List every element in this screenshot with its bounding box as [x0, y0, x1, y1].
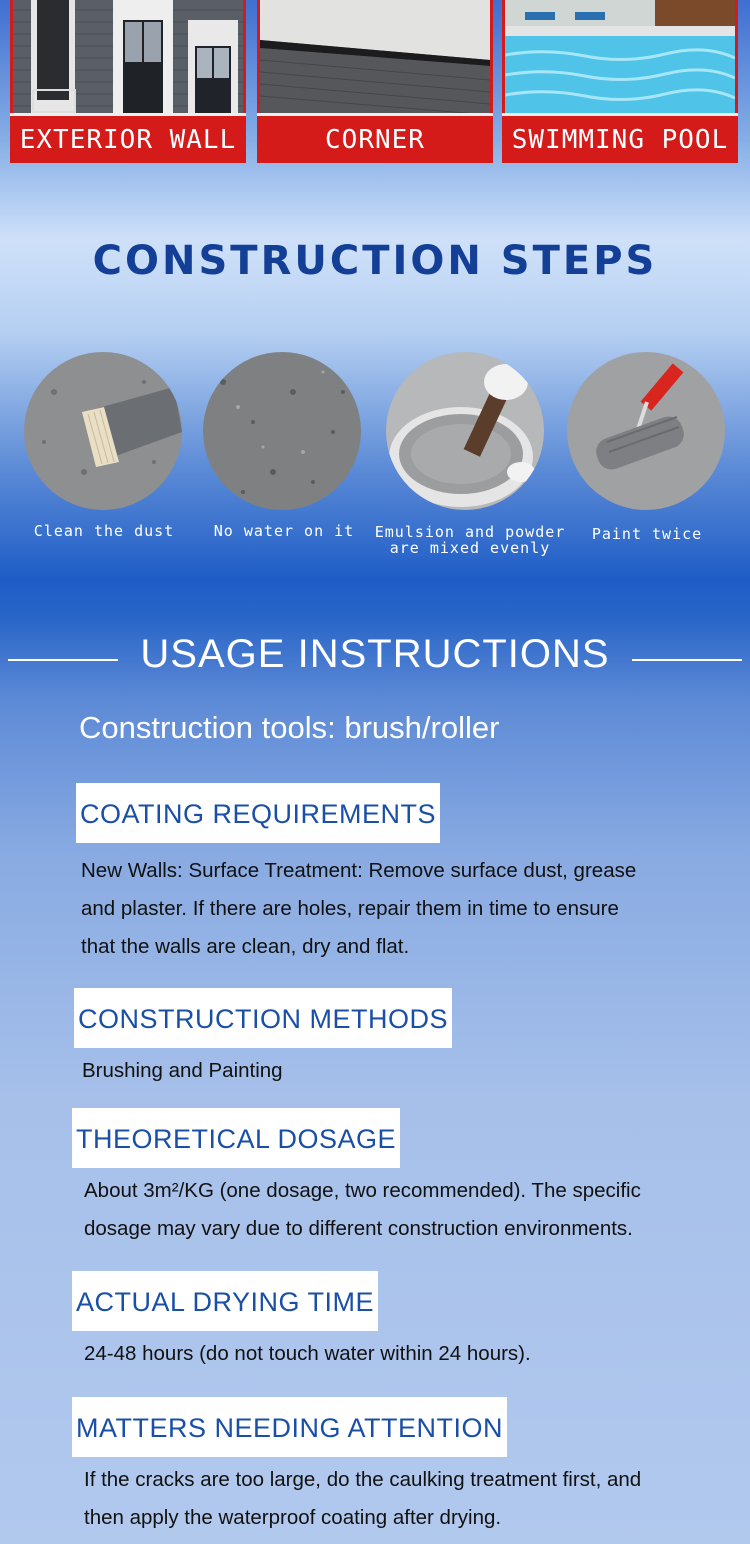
paragraph-line: Brushing and Painting	[82, 1059, 283, 1082]
matters-needing-attention-heading: MATTERS NEEDING ATTENTION	[72, 1397, 507, 1457]
coating-requirements-heading: COATING REQUIREMENTS	[76, 783, 440, 843]
tile-label: CORNER	[257, 113, 493, 163]
paragraph-line: About 3m²/KG (one dosage, two recommended). The specific	[84, 1179, 641, 1202]
mixing-photo-icon	[386, 352, 544, 510]
paragraph-line: New Walls: Surface Treatment: Remove surface dust, grease	[81, 859, 637, 882]
clean-dust-photo-icon	[24, 352, 182, 510]
paragraph-line: then apply the waterproof coating after drying.	[84, 1506, 502, 1529]
paragraph-line: 24-48 hours (do not touch water within 24 hours).	[84, 1342, 531, 1365]
step-label-paint-twice	[566, 526, 728, 542]
coating-requirements-text	[81, 852, 636, 966]
construction-methods-text	[82, 1052, 283, 1090]
paragraph-line: dosage may vary due to different construction environments.	[84, 1217, 633, 1240]
tile-corner	[257, 0, 493, 163]
step-label-line: are mixed evenly	[389, 539, 551, 557]
no-water-photo-icon	[203, 352, 361, 510]
matters-needing-attention-text	[84, 1461, 641, 1537]
step-label-mixing	[374, 524, 566, 556]
step-label-no-water	[200, 523, 368, 539]
actual-drying-time-heading: ACTUAL DRYING TIME	[72, 1271, 378, 1331]
construction-tools-text: Construction tools: brush/roller	[79, 710, 500, 745]
paragraph-line: and plaster. If there are holes, repair them in time to ensure	[81, 897, 619, 920]
usage-instructions-title: USAGE INSTRUCTIONS	[140, 632, 610, 676]
skirting-corner-photo-icon	[260, 0, 490, 115]
step-label-line: Clean the dust	[33, 522, 175, 540]
paragraph-line: If the cracks are too large, do the caulking treatment first, and	[84, 1468, 642, 1491]
pool-photo-icon	[505, 0, 735, 115]
actual-drying-time-text	[84, 1335, 531, 1373]
theoretical-dosage-text	[84, 1172, 641, 1248]
tile-label: SWIMMING POOL	[502, 113, 738, 163]
construction-methods-heading: CONSTRUCTION METHODS	[74, 988, 452, 1048]
usage-instructions-header	[0, 632, 750, 688]
step-label-line: No water on it	[213, 522, 355, 540]
tile-swimming-pool	[502, 0, 738, 163]
application-tiles	[0, 0, 750, 165]
divider-right	[632, 659, 742, 661]
theoretical-dosage-heading: THEORETICAL DOSAGE	[72, 1108, 400, 1168]
paragraph-line: that the walls are clean, dry and flat.	[81, 935, 410, 958]
tile-label: EXTERIOR WALL	[10, 113, 246, 163]
building-photo-icon	[13, 0, 243, 115]
step-label-clean-dust	[20, 523, 188, 539]
paint-roller-photo-icon	[567, 352, 725, 510]
construction-steps-title: CONSTRUCTION STEPS	[92, 238, 658, 284]
step-label-line: Emulsion and powder	[374, 523, 566, 541]
tile-exterior-wall	[10, 0, 246, 163]
step-label-line: Paint twice	[591, 525, 703, 543]
